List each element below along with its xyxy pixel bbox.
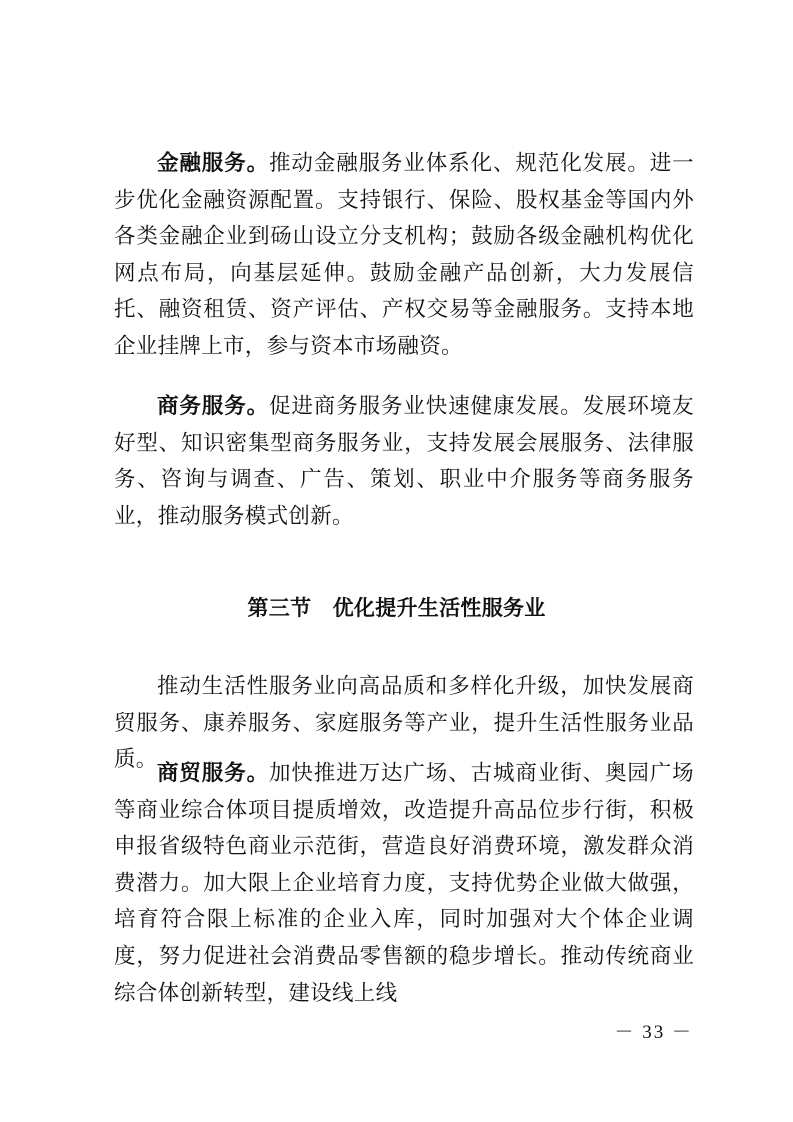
section-title: 第三节 优化提升生活性服务业 — [247, 596, 546, 620]
paragraph-body-trade: 加快推进万达广场、古城商业街、奥园广场等商业综合体项目提质增效，改造提升高品位步行街，积极申报省级特色商业示范街，营造良好消费环境，激发群众消费潜力。加大限上企业培育力度，支持优势企业做大做强，培育符合限上标准的企业入库，同时加强对大个体企业调度，努力促进社会消费品零售额的稳步增长。推动传统商业综合体创新转型，建设线上线 — [114, 761, 694, 1006]
page-number: － 33 － — [614, 1022, 693, 1043]
paragraph-body-business: 促进商务服务业快速健康发展。发展环境友好型、知识密集型商务服务业，支持发展会展服务、法律服务、咨询与调查、广告、策划、职业中介服务等商务服务业，推动服务模式创新。 — [114, 394, 694, 529]
paragraph-finance-services — [114, 146, 694, 366]
paragraph-lead-business: 商务服务。 — [157, 394, 269, 419]
paragraph-business-services — [114, 389, 694, 535]
paragraph-trade-services — [114, 756, 694, 1012]
paragraph-lead-finance: 金融服务。 — [157, 151, 269, 176]
paragraph-body-finance: 推动金融服务业体系化、规范化发展。进一步优化金融资源配置。支持银行、保险、股权基金等国内外各类金融企业到砀山设立分支机构；鼓励各级金融机构优化网点布局，向基层延伸。鼓励金融产品创新，大力发展信托、融资租赁、资产评估、产权交易等金融服务。支持本地企业挂牌上市，参与资本市场融资。 — [114, 151, 694, 359]
paragraph-body-intro: 推动生活性服务业向高品质和多样化升级，加快发展商贸服务、康养服务、家庭服务等产业，提升生活性服务业品质。 — [114, 674, 694, 773]
paragraph-lead-trade: 商贸服务。 — [157, 761, 269, 786]
